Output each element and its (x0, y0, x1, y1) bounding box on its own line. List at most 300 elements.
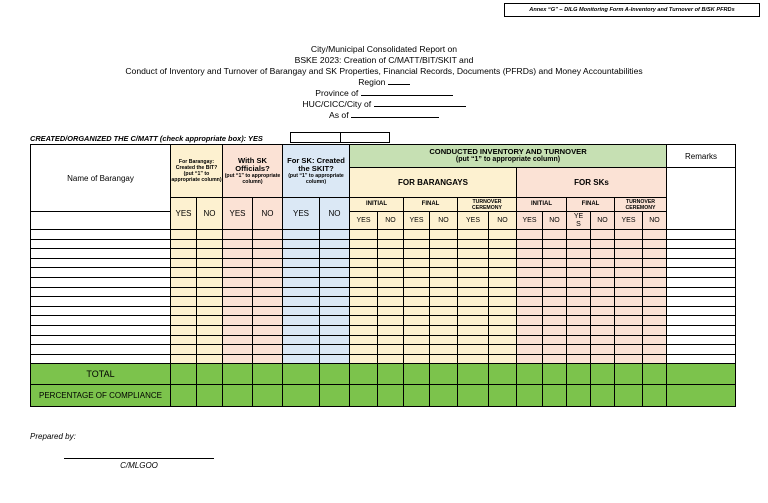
entry-cell[interactable] (378, 239, 404, 249)
entry-cell[interactable] (283, 277, 320, 287)
entry-cell[interactable] (320, 249, 350, 259)
summary-cell[interactable] (567, 364, 591, 385)
summary-cell[interactable] (253, 364, 283, 385)
entry-cell[interactable] (543, 306, 567, 316)
entry-cell[interactable] (567, 354, 591, 364)
entry-cell[interactable] (543, 325, 567, 335)
summary-cell[interactable] (253, 385, 283, 407)
entry-cell[interactable] (567, 306, 591, 316)
remarks-cell[interactable] (667, 306, 736, 316)
entry-cell[interactable] (253, 316, 283, 326)
entry-cell[interactable] (543, 297, 567, 307)
entry-cell[interactable] (517, 230, 543, 240)
entry-cell[interactable] (350, 316, 378, 326)
entry-cell[interactable] (643, 277, 667, 287)
entry-cell[interactable] (567, 345, 591, 355)
entry-cell[interactable] (197, 268, 223, 278)
summary-cell[interactable] (430, 364, 458, 385)
entry-cell[interactable] (489, 258, 517, 268)
entry-cell[interactable] (378, 335, 404, 345)
entry-cell[interactable] (517, 306, 543, 316)
entry-cell[interactable] (253, 345, 283, 355)
remarks-cell[interactable] (667, 249, 736, 259)
barangay-name-cell[interactable] (31, 277, 171, 287)
entry-cell[interactable] (320, 287, 350, 297)
entry-cell[interactable] (320, 258, 350, 268)
entry-cell[interactable] (591, 335, 615, 345)
barangay-name-cell[interactable] (31, 258, 171, 268)
entry-cell[interactable] (615, 297, 643, 307)
entry-cell[interactable] (615, 249, 643, 259)
summary-cell[interactable] (283, 364, 320, 385)
entry-cell[interactable] (458, 325, 489, 335)
barangay-name-cell[interactable] (31, 354, 171, 364)
entry-cell[interactable] (489, 287, 517, 297)
remarks-cell[interactable] (667, 345, 736, 355)
entry-cell[interactable] (404, 239, 430, 249)
entry-cell[interactable] (489, 345, 517, 355)
entry-cell[interactable] (430, 297, 458, 307)
entry-cell[interactable] (197, 239, 223, 249)
summary-cell[interactable] (223, 385, 253, 407)
entry-cell[interactable] (197, 306, 223, 316)
entry-cell[interactable] (253, 277, 283, 287)
entry-cell[interactable] (567, 335, 591, 345)
entry-cell[interactable] (404, 316, 430, 326)
entry-cell[interactable] (350, 239, 378, 249)
summary-cell[interactable] (567, 385, 591, 407)
remarks-cell[interactable] (667, 325, 736, 335)
entry-cell[interactable] (223, 306, 253, 316)
entry-cell[interactable] (404, 297, 430, 307)
entry-cell[interactable] (283, 287, 320, 297)
entry-cell[interactable] (283, 325, 320, 335)
entry-cell[interactable] (615, 287, 643, 297)
entry-cell[interactable] (197, 316, 223, 326)
entry-cell[interactable] (320, 297, 350, 307)
entry-cell[interactable] (253, 354, 283, 364)
entry-cell[interactable] (253, 325, 283, 335)
entry-cell[interactable] (567, 277, 591, 287)
barangay-name-cell[interactable] (31, 287, 171, 297)
summary-cell[interactable] (667, 364, 736, 385)
entry-cell[interactable] (171, 345, 197, 355)
entry-cell[interactable] (643, 325, 667, 335)
entry-cell[interactable] (591, 316, 615, 326)
entry-cell[interactable] (197, 277, 223, 287)
entry-cell[interactable] (430, 287, 458, 297)
entry-cell[interactable] (404, 325, 430, 335)
entry-cell[interactable] (615, 335, 643, 345)
summary-cell[interactable] (643, 364, 667, 385)
barangay-name-cell[interactable] (31, 230, 171, 240)
entry-cell[interactable] (378, 249, 404, 259)
summary-cell[interactable] (430, 385, 458, 407)
entry-cell[interactable] (378, 268, 404, 278)
entry-cell[interactable] (643, 249, 667, 259)
entry-cell[interactable] (404, 268, 430, 278)
summary-cell[interactable] (404, 385, 430, 407)
entry-cell[interactable] (253, 335, 283, 345)
entry-cell[interactable] (197, 230, 223, 240)
summary-cell[interactable] (615, 364, 643, 385)
entry-cell[interactable] (350, 297, 378, 307)
entry-cell[interactable] (404, 249, 430, 259)
entry-cell[interactable] (489, 306, 517, 316)
entry-cell[interactable] (543, 230, 567, 240)
entry-cell[interactable] (615, 316, 643, 326)
entry-cell[interactable] (430, 230, 458, 240)
entry-cell[interactable] (350, 345, 378, 355)
entry-cell[interactable] (543, 249, 567, 259)
remarks-cell[interactable] (667, 297, 736, 307)
entry-cell[interactable] (378, 306, 404, 316)
barangay-name-cell[interactable] (31, 268, 171, 278)
entry-cell[interactable] (567, 325, 591, 335)
summary-cell[interactable] (489, 385, 517, 407)
barangay-name-cell[interactable] (31, 297, 171, 307)
entry-cell[interactable] (430, 268, 458, 278)
entry-cell[interactable] (591, 258, 615, 268)
signature-line[interactable] (64, 458, 214, 459)
entry-cell[interactable] (643, 297, 667, 307)
entry-cell[interactable] (404, 230, 430, 240)
entry-cell[interactable] (591, 249, 615, 259)
entry-cell[interactable] (378, 325, 404, 335)
province-field[interactable] (361, 88, 453, 96)
summary-cell[interactable] (223, 364, 253, 385)
entry-cell[interactable] (350, 335, 378, 345)
barangay-name-cell[interactable] (31, 306, 171, 316)
entry-cell[interactable] (223, 325, 253, 335)
entry-cell[interactable] (567, 230, 591, 240)
entry-cell[interactable] (517, 287, 543, 297)
entry-cell[interactable] (430, 277, 458, 287)
summary-cell[interactable] (615, 385, 643, 407)
entry-cell[interactable] (171, 325, 197, 335)
entry-cell[interactable] (223, 354, 253, 364)
entry-cell[interactable] (320, 345, 350, 355)
entry-cell[interactable] (223, 258, 253, 268)
remarks-cell[interactable] (667, 239, 736, 249)
entry-cell[interactable] (378, 297, 404, 307)
entry-cell[interactable] (458, 230, 489, 240)
entry-cell[interactable] (615, 277, 643, 287)
entry-cell[interactable] (404, 335, 430, 345)
entry-cell[interactable] (430, 345, 458, 355)
remarks-cell[interactable] (667, 258, 736, 268)
entry-cell[interactable] (489, 239, 517, 249)
entry-cell[interactable] (253, 287, 283, 297)
entry-cell[interactable] (283, 345, 320, 355)
summary-cell[interactable] (350, 385, 378, 407)
remarks-cell[interactable] (667, 268, 736, 278)
entry-cell[interactable] (223, 239, 253, 249)
entry-cell[interactable] (283, 230, 320, 240)
entry-cell[interactable] (489, 335, 517, 345)
entry-cell[interactable] (404, 258, 430, 268)
entry-cell[interactable] (404, 345, 430, 355)
entry-cell[interactable] (223, 268, 253, 278)
entry-cell[interactable] (430, 249, 458, 259)
entry-cell[interactable] (197, 297, 223, 307)
summary-cell[interactable] (643, 385, 667, 407)
entry-cell[interactable] (223, 230, 253, 240)
summary-cell[interactable] (320, 364, 350, 385)
entry-cell[interactable] (567, 287, 591, 297)
entry-cell[interactable] (517, 345, 543, 355)
entry-cell[interactable] (458, 249, 489, 259)
entry-cell[interactable] (283, 316, 320, 326)
barangay-name-cell[interactable] (31, 249, 171, 259)
entry-cell[interactable] (404, 277, 430, 287)
entry-cell[interactable] (543, 258, 567, 268)
entry-cell[interactable] (283, 354, 320, 364)
entry-cell[interactable] (489, 297, 517, 307)
entry-cell[interactable] (567, 249, 591, 259)
entry-cell[interactable] (320, 325, 350, 335)
summary-cell[interactable] (543, 385, 567, 407)
entry-cell[interactable] (517, 277, 543, 287)
entry-cell[interactable] (350, 258, 378, 268)
entry-cell[interactable] (197, 345, 223, 355)
entry-cell[interactable] (489, 249, 517, 259)
entry-cell[interactable] (378, 287, 404, 297)
entry-cell[interactable] (591, 230, 615, 240)
entry-cell[interactable] (197, 258, 223, 268)
entry-cell[interactable] (615, 345, 643, 355)
entry-cell[interactable] (643, 316, 667, 326)
entry-cell[interactable] (171, 287, 197, 297)
entry-cell[interactable] (517, 354, 543, 364)
entry-cell[interactable] (458, 297, 489, 307)
entry-cell[interactable] (223, 287, 253, 297)
entry-cell[interactable] (643, 306, 667, 316)
entry-cell[interactable] (320, 230, 350, 240)
summary-cell[interactable] (171, 385, 197, 407)
summary-cell[interactable] (197, 364, 223, 385)
entry-cell[interactable] (283, 258, 320, 268)
entry-cell[interactable] (171, 335, 197, 345)
remarks-cell[interactable] (667, 335, 736, 345)
entry-cell[interactable] (171, 354, 197, 364)
remarks-cell[interactable] (667, 316, 736, 326)
huc-field[interactable] (374, 99, 466, 107)
entry-cell[interactable] (320, 277, 350, 287)
remarks-cell[interactable] (667, 287, 736, 297)
entry-cell[interactable] (171, 277, 197, 287)
entry-cell[interactable] (489, 277, 517, 287)
remarks-cell[interactable] (667, 354, 736, 364)
entry-cell[interactable] (171, 306, 197, 316)
entry-cell[interactable] (615, 239, 643, 249)
summary-cell[interactable] (667, 385, 736, 407)
entry-cell[interactable] (283, 297, 320, 307)
entry-cell[interactable] (489, 325, 517, 335)
summary-cell[interactable] (591, 364, 615, 385)
entry-cell[interactable] (197, 325, 223, 335)
entry-cell[interactable] (489, 230, 517, 240)
entry-cell[interactable] (378, 277, 404, 287)
entry-cell[interactable] (591, 268, 615, 278)
entry-cell[interactable] (567, 268, 591, 278)
entry-cell[interactable] (591, 325, 615, 335)
entry-cell[interactable] (430, 325, 458, 335)
entry-cell[interactable] (517, 258, 543, 268)
entry-cell[interactable] (458, 316, 489, 326)
entry-cell[interactable] (458, 277, 489, 287)
entry-cell[interactable] (543, 354, 567, 364)
yes-checkbox[interactable] (291, 133, 341, 142)
yes-checkbox-group[interactable] (290, 132, 390, 143)
entry-cell[interactable] (171, 297, 197, 307)
barangay-name-cell[interactable] (31, 316, 171, 326)
entry-cell[interactable] (458, 239, 489, 249)
entry-cell[interactable] (591, 345, 615, 355)
entry-cell[interactable] (223, 249, 253, 259)
entry-cell[interactable] (489, 268, 517, 278)
entry-cell[interactable] (320, 239, 350, 249)
entry-cell[interactable] (404, 287, 430, 297)
entry-cell[interactable] (171, 249, 197, 259)
entry-cell[interactable] (253, 258, 283, 268)
entry-cell[interactable] (591, 277, 615, 287)
entry-cell[interactable] (567, 258, 591, 268)
summary-cell[interactable] (378, 385, 404, 407)
summary-cell[interactable] (458, 364, 489, 385)
summary-cell[interactable] (591, 385, 615, 407)
entry-cell[interactable] (543, 345, 567, 355)
entry-cell[interactable] (643, 354, 667, 364)
remarks-cell[interactable] (667, 230, 736, 240)
entry-cell[interactable] (517, 249, 543, 259)
entry-cell[interactable] (458, 287, 489, 297)
region-field[interactable] (388, 77, 410, 85)
entry-cell[interactable] (253, 239, 283, 249)
summary-cell[interactable] (320, 385, 350, 407)
entry-cell[interactable] (350, 325, 378, 335)
entry-cell[interactable] (223, 297, 253, 307)
entry-cell[interactable] (643, 287, 667, 297)
entry-cell[interactable] (643, 345, 667, 355)
entry-cell[interactable] (378, 354, 404, 364)
barangay-name-cell[interactable] (31, 239, 171, 249)
entry-cell[interactable] (591, 297, 615, 307)
entry-cell[interactable] (197, 335, 223, 345)
entry-cell[interactable] (171, 268, 197, 278)
entry-cell[interactable] (197, 287, 223, 297)
entry-cell[interactable] (458, 354, 489, 364)
entry-cell[interactable] (171, 316, 197, 326)
entry-cell[interactable] (253, 230, 283, 240)
entry-cell[interactable] (458, 335, 489, 345)
entry-cell[interactable] (543, 287, 567, 297)
entry-cell[interactable] (567, 297, 591, 307)
as-of-field[interactable] (351, 110, 439, 118)
summary-cell[interactable] (404, 364, 430, 385)
entry-cell[interactable] (283, 268, 320, 278)
entry-cell[interactable] (283, 239, 320, 249)
entry-cell[interactable] (643, 239, 667, 249)
entry-cell[interactable] (458, 306, 489, 316)
entry-cell[interactable] (320, 306, 350, 316)
summary-cell[interactable] (489, 364, 517, 385)
entry-cell[interactable] (567, 239, 591, 249)
entry-cell[interactable] (350, 249, 378, 259)
entry-cell[interactable] (320, 354, 350, 364)
entry-cell[interactable] (615, 268, 643, 278)
entry-cell[interactable] (378, 258, 404, 268)
entry-cell[interactable] (253, 268, 283, 278)
barangay-name-cell[interactable] (31, 325, 171, 335)
entry-cell[interactable] (643, 335, 667, 345)
barangay-name-cell[interactable] (31, 345, 171, 355)
entry-cell[interactable] (615, 325, 643, 335)
no-checkbox[interactable] (341, 133, 390, 142)
entry-cell[interactable] (615, 306, 643, 316)
entry-cell[interactable] (378, 230, 404, 240)
entry-cell[interactable] (171, 230, 197, 240)
entry-cell[interactable] (543, 335, 567, 345)
entry-cell[interactable] (223, 316, 253, 326)
summary-cell[interactable] (458, 385, 489, 407)
entry-cell[interactable] (458, 345, 489, 355)
summary-cell[interactable] (350, 364, 378, 385)
summary-cell[interactable] (517, 364, 543, 385)
entry-cell[interactable] (430, 335, 458, 345)
entry-cell[interactable] (430, 239, 458, 249)
entry-cell[interactable] (350, 354, 378, 364)
entry-cell[interactable] (283, 249, 320, 259)
entry-cell[interactable] (253, 306, 283, 316)
entry-cell[interactable] (404, 306, 430, 316)
entry-cell[interactable] (253, 249, 283, 259)
entry-cell[interactable] (197, 354, 223, 364)
entry-cell[interactable] (458, 258, 489, 268)
entry-cell[interactable] (283, 306, 320, 316)
summary-cell[interactable] (517, 385, 543, 407)
summary-cell[interactable] (543, 364, 567, 385)
entry-cell[interactable] (517, 316, 543, 326)
entry-cell[interactable] (543, 316, 567, 326)
entry-cell[interactable] (283, 335, 320, 345)
entry-cell[interactable] (350, 287, 378, 297)
summary-cell[interactable] (283, 385, 320, 407)
entry-cell[interactable] (197, 249, 223, 259)
entry-cell[interactable] (591, 239, 615, 249)
entry-cell[interactable] (517, 297, 543, 307)
entry-cell[interactable] (430, 306, 458, 316)
entry-cell[interactable] (517, 239, 543, 249)
barangay-name-cell[interactable] (31, 335, 171, 345)
entry-cell[interactable] (350, 230, 378, 240)
entry-cell[interactable] (643, 230, 667, 240)
entry-cell[interactable] (543, 239, 567, 249)
entry-cell[interactable] (430, 316, 458, 326)
entry-cell[interactable] (171, 258, 197, 268)
entry-cell[interactable] (517, 268, 543, 278)
entry-cell[interactable] (517, 335, 543, 345)
entry-cell[interactable] (223, 277, 253, 287)
entry-cell[interactable] (350, 277, 378, 287)
entry-cell[interactable] (591, 287, 615, 297)
entry-cell[interactable] (615, 258, 643, 268)
entry-cell[interactable] (350, 268, 378, 278)
entry-cell[interactable] (489, 316, 517, 326)
entry-cell[interactable] (430, 354, 458, 364)
entry-cell[interactable] (430, 258, 458, 268)
entry-cell[interactable] (489, 354, 517, 364)
